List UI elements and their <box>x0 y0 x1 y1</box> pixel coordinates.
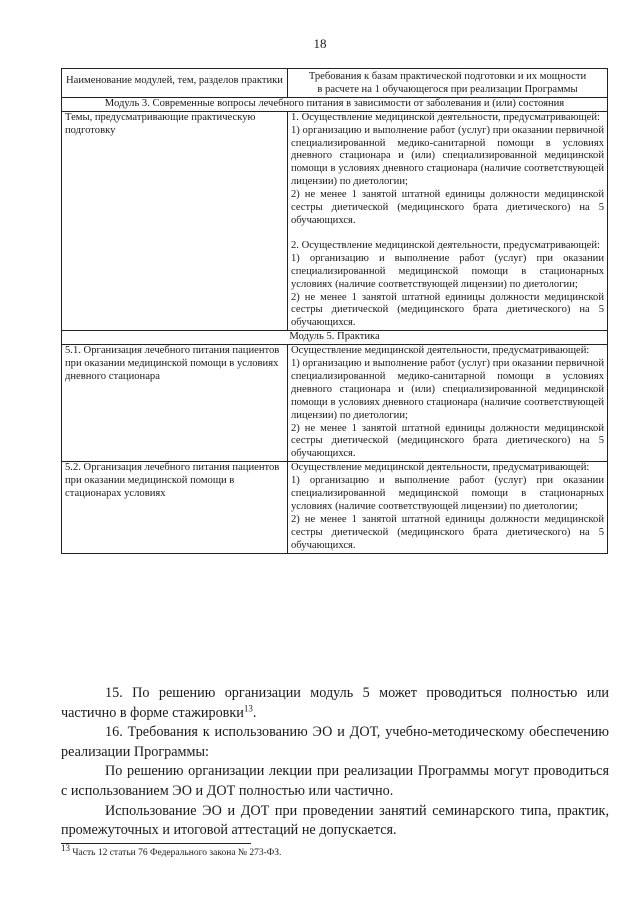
paragraph-15: 15. По решению организации модуль 5 может проводиться полностью или частично в форме стажировки$^{13}$. <box>61 685 609 721</box>
requirements-table <box>61 68 608 554</box>
module-5-title: Модуль 5. Практика <box>62 331 608 345</box>
table-section-row <box>62 331 608 345</box>
footnote-divider <box>61 843 251 844</box>
topic-cell: Темы, предусматривающие практическую подготовку <box>62 111 288 331</box>
table-section-row <box>62 97 608 111</box>
topic-cell: 5.1. Организация лечебного питания пациентов при оказании медицинской помощи в условиях дневного стационара <box>62 345 288 462</box>
paragraph-seminars: Использование ЭО и ДОТ при проведении занятий семинарского типа, практик, промежуточных и итоговой аттестаций не допускается. <box>61 802 609 839</box>
table-row <box>62 111 608 331</box>
table-row <box>62 462 608 553</box>
paragraph-lectures: По решению организации лекции при реализации Программы могут проводиться с использованием ЭО и ДОТ полностью или частично. <box>61 763 609 799</box>
header-modules-column: Наименование модулей, тем, разделов практики <box>62 69 288 98</box>
paragraph-16: 16. Требования к использованию ЭО и ДОТ, учебно-методическому обеспечению реализации Программы: <box>61 724 609 760</box>
table-header-row <box>62 69 608 98</box>
requirements-cell: 1. Осуществление медицинской деятельности, предусматривающей: 1) организацию и выполнение работ (услуг) при оказании первичной специализированной медико-санитарной помощи в условиях дневного стационара и (или) специализированной медицинской помощи в условиях дневного стационара (наличие соответствующей лицензии) по диетологии; 2) не менее 1 занятой штатной единицы должности медицинской сестры диетической (медицинского брата диетического) на 5 обучающихся. 2. Осуществление медицинской деятельности, предусматривающей: 1) организацию и выполнение работ (услуг) при оказании специализированной медицинской помощи в стационарных условиях (наличие соответствующей лицензии) по диетологии; 2) не менее 1 занятой штатной единицы должности медицинской сестры диетической (медицинского брата диетического) на 5 обучающихся. <box>288 111 608 331</box>
requirements-cell: Осуществление медицинской деятельности, предусматривающей: 1) организацию и выполнение работ (услуг) при оказании первичной специализированной медико-санитарной помощи в условиях дневного стационара и (или) специализированной медицинской помощи в условиях дневного стационара (наличие соответствующей лицензии) по диетологии; 2) не менее 1 занятой штатной единицы должности медицинской сестры диетической (медицинского брата диетического) на 5 обучающихся. <box>288 345 608 462</box>
table-row <box>62 345 608 462</box>
requirements-cell: Осуществление медицинской деятельности, предусматривающей: 1) организацию и выполнение работ (услуг) при оказании специализированной медицинской помощи в стационарных условиях (наличие соответствующей лицензии) по диетологии; 2) не менее 1 занятой штатной единицы должности медицинской сестры диетической (медицинского брата диетического) на 5 обучающихся. <box>288 462 608 553</box>
topic-cell: 5.2. Организация лечебного питания пациентов при оказании медицинской помощи в стационарах условиях <box>62 462 288 553</box>
footnote-reference: 13 <box>243 702 253 713</box>
body-text <box>61 684 609 841</box>
header-requirements-column: Требования к базам практической подготовки и их мощности в расчете на 1 обучающегося при реализации Программы <box>288 69 608 98</box>
footnote: 13 Часть 12 статьи 76 Федерального закона № 273-ФЗ. <box>61 843 282 859</box>
page-number: 18 <box>313 36 327 51</box>
module-3-title: Модуль 3. Современные вопросы лечебного питания в зависимости от заболевания и (или) состояния <box>62 97 608 111</box>
